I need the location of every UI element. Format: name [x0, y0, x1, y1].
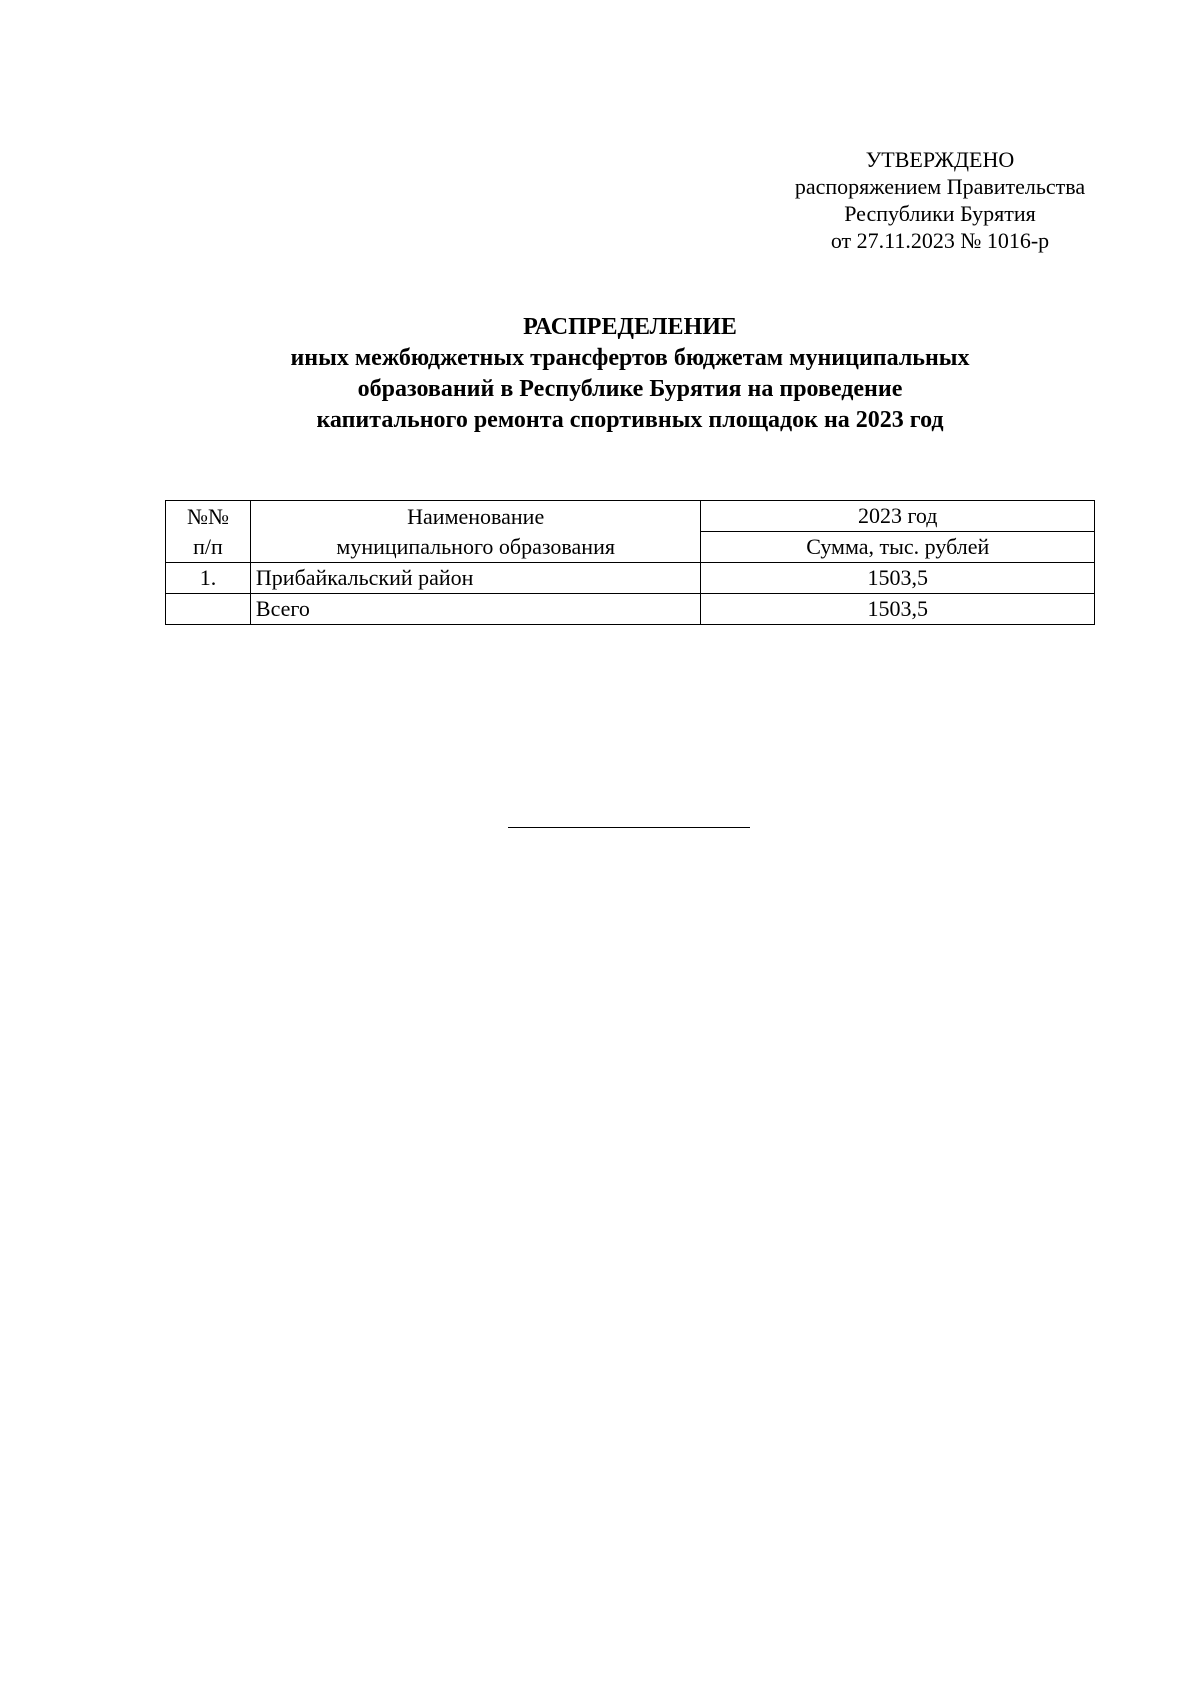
row-name: Прибайкальский район [250, 563, 701, 594]
approval-line-2: распоряжением Правительства [794, 174, 1086, 199]
title-line-3: образований в Республике Бурятия на проведение [357, 376, 903, 402]
header-number [166, 501, 251, 563]
header-name [250, 501, 701, 563]
document-title [165, 312, 1095, 436]
title-line-1: РАСПРЕДЕЛЕНИЕ [523, 314, 737, 340]
row-sum: 1503,5 [701, 563, 1095, 594]
header-number-line-1: №№ [186, 503, 229, 529]
approval-line-1: УТВЕРЖДЕНО [865, 147, 1015, 172]
header-year: 2023 год [701, 501, 1095, 532]
title-line-4: капитального ремонта спортивных площадок на 2023 год [316, 407, 944, 433]
header-name-line-2: муниципального образования [336, 533, 615, 559]
end-divider [508, 827, 750, 828]
table-row [166, 563, 1095, 594]
approval-line-3: Республики Бурятия [844, 201, 1036, 226]
approval-stamp [740, 146, 1140, 254]
table-total-row [166, 594, 1095, 625]
distribution-table [165, 500, 1095, 625]
header-number-line-2: п/п [193, 533, 223, 559]
total-sum: 1503,5 [701, 594, 1095, 625]
header-sum: Сумма, тыс. рублей [701, 532, 1095, 563]
row-number: 1. [166, 563, 251, 594]
total-number [166, 594, 251, 625]
approval-line-4: от 27.11.2023 № 1016-р [830, 228, 1050, 253]
total-name: Всего [250, 594, 701, 625]
title-line-2: иных межбюджетных трансфертов бюджетам муниципальных [290, 345, 970, 371]
header-name-line-1: Наименование [407, 503, 545, 529]
table-header-row [166, 501, 1095, 532]
